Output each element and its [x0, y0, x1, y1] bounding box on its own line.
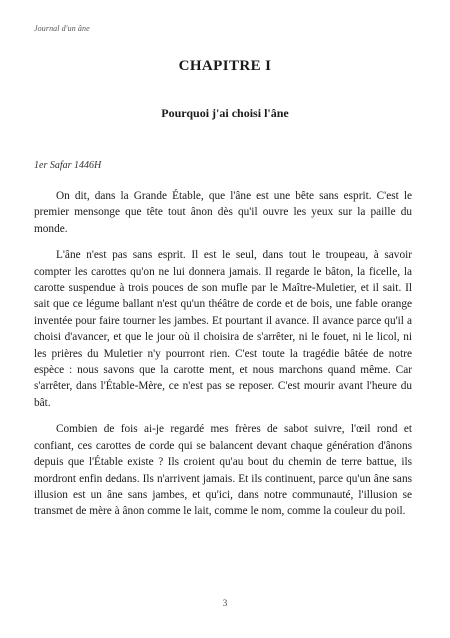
chapter-body: [34, 188, 412, 530]
journal-date: 1er Safar 1446H: [34, 160, 102, 171]
paragraph-3: Combien de fois ai-je regardé mes frères de sabot suivre, l'œil rond et confiant, ces carottes de corde qui se balancent devant chaque génération d'ânons depuis que l'Étable existe ? Ils croient qu'au bout du chemin de terre battue, ils mordront enfin dedans. Ils n'arrivent jamais. Et ils continuent, parce qu'un âne sans illusion est un âne sans jambes, et qu'ici, dans notre communauté, l'illusion se transmet de mère à ânon comme le lait, comme le nom, comme la couleur du poil.: [34, 423, 412, 518]
paragraph-1: On dit, dans la Grande Étable, que l'âne est une bête sans esprit. C'est le premier mensonge que tête tout ânon dès qu'il ouvre les yeux sur la paille du monde.: [34, 190, 412, 235]
chapter-title: CHAPITRE I: [178, 58, 272, 74]
paragraph-2: L'âne n'est pas sans esprit. Il est le seul, dans tout le troupeau, à savoir compter les carottes qu'on ne lui donnera jamais. Il regarde le bâton, la ficelle, la carotte suspendue à trois pouces de son mufle par le Maître-Muletier, et il sait. Il sait que ce légume ballant n'est qu'un théâtre de corde et de bois, une fable orange inventée pour faire tourner les jambes. Et pourtant il avance. Il avance parce qu'il a choisi d'avancer, et que le jour où il choisira de s'arrêter, ni le fouet, ni le licol, ni les prières du Muletier n'y pourront rien. C'est toute la tragédie bâtée de notre espèce : nous savons que la carotte ment, et nous marchons quand même. Car s'arrêter, dans l'Étable-Mère, ce n'est pas se reposer. C'est mourir avant l'heure du bât.: [34, 249, 412, 409]
running-header: Journal d'un âne: [34, 24, 90, 33]
chapter-subtitle: Pourquoi j'ai choisi l'âne: [161, 106, 289, 120]
page-number: 3: [222, 598, 228, 608]
